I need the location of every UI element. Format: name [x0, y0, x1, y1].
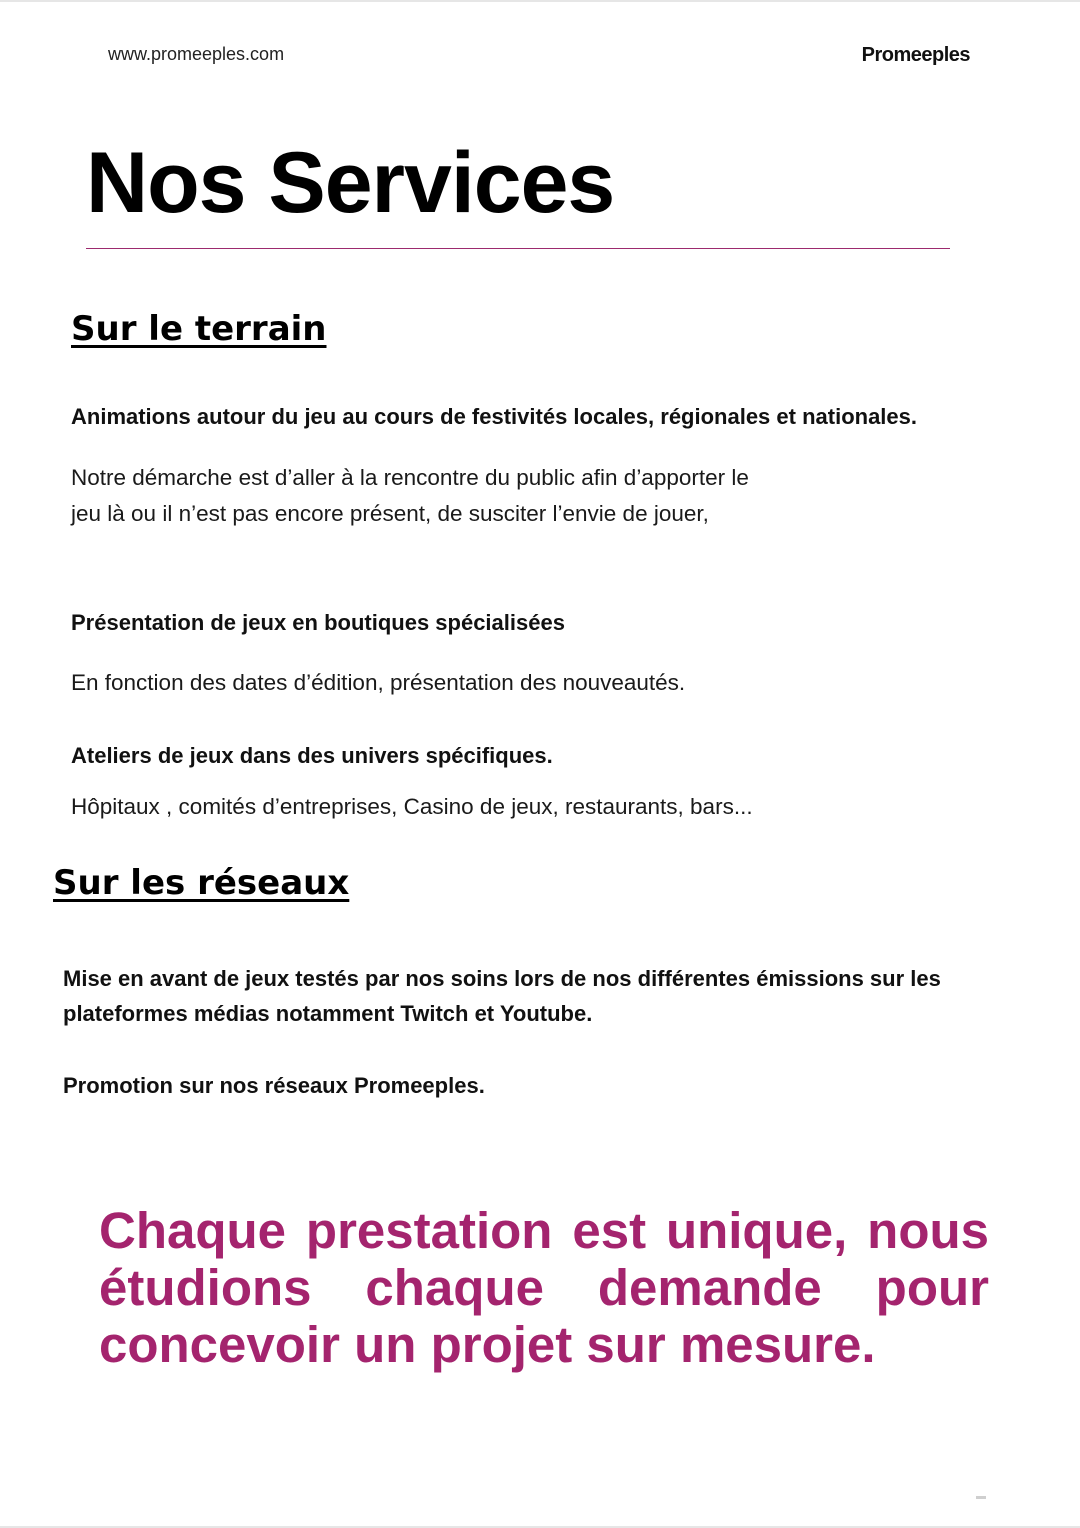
section-heading-sur-le-terrain: Sur le terrain — [71, 309, 327, 349]
header-website-url: www.promeeples.com — [108, 44, 285, 64]
header-brand-name: Promeeples — [861, 44, 970, 66]
page-title: Nos Services — [86, 135, 615, 231]
highlight-statement: Chaque prestation est unique, nous étudions chaque demande pour concevoir un projet sur mesure. — [99, 1202, 989, 1373]
service-title-promotion: Promotion sur nos réseaux Promeeples. — [63, 1073, 485, 1098]
section-heading-sur-les-reseaux: Sur les réseaux — [53, 863, 350, 903]
service-title-mise-en-avant: Mise en avant de jeux testés par nos soins lors de nos différentes émissions sur les plateformes médias notamment Twitch et Youtube. — [63, 966, 941, 1026]
service-title-ateliers: Ateliers de jeux dans des univers spécifiques. — [71, 743, 553, 768]
page-corner-mark — [976, 1496, 986, 1499]
service-text-animations: Notre démarche est d’aller à la rencontre du public afin d’apporter le jeu là ou il n’est pas encore présent, de susciter l’envie de jouer, — [71, 465, 749, 526]
title-divider — [86, 248, 950, 249]
service-title-animations: Animations autour du jeu au cours de festivités locales, régionales et nationales. — [71, 404, 918, 429]
service-title-presentation: Présentation de jeux en boutiques spécialisées — [71, 610, 565, 635]
service-text-presentation: En fonction des dates d’édition, présentation des nouveautés. — [71, 670, 686, 695]
service-text-ateliers: Hôpitaux , comités d’entreprises, Casino de jeux, restaurants, bars... — [71, 794, 753, 819]
